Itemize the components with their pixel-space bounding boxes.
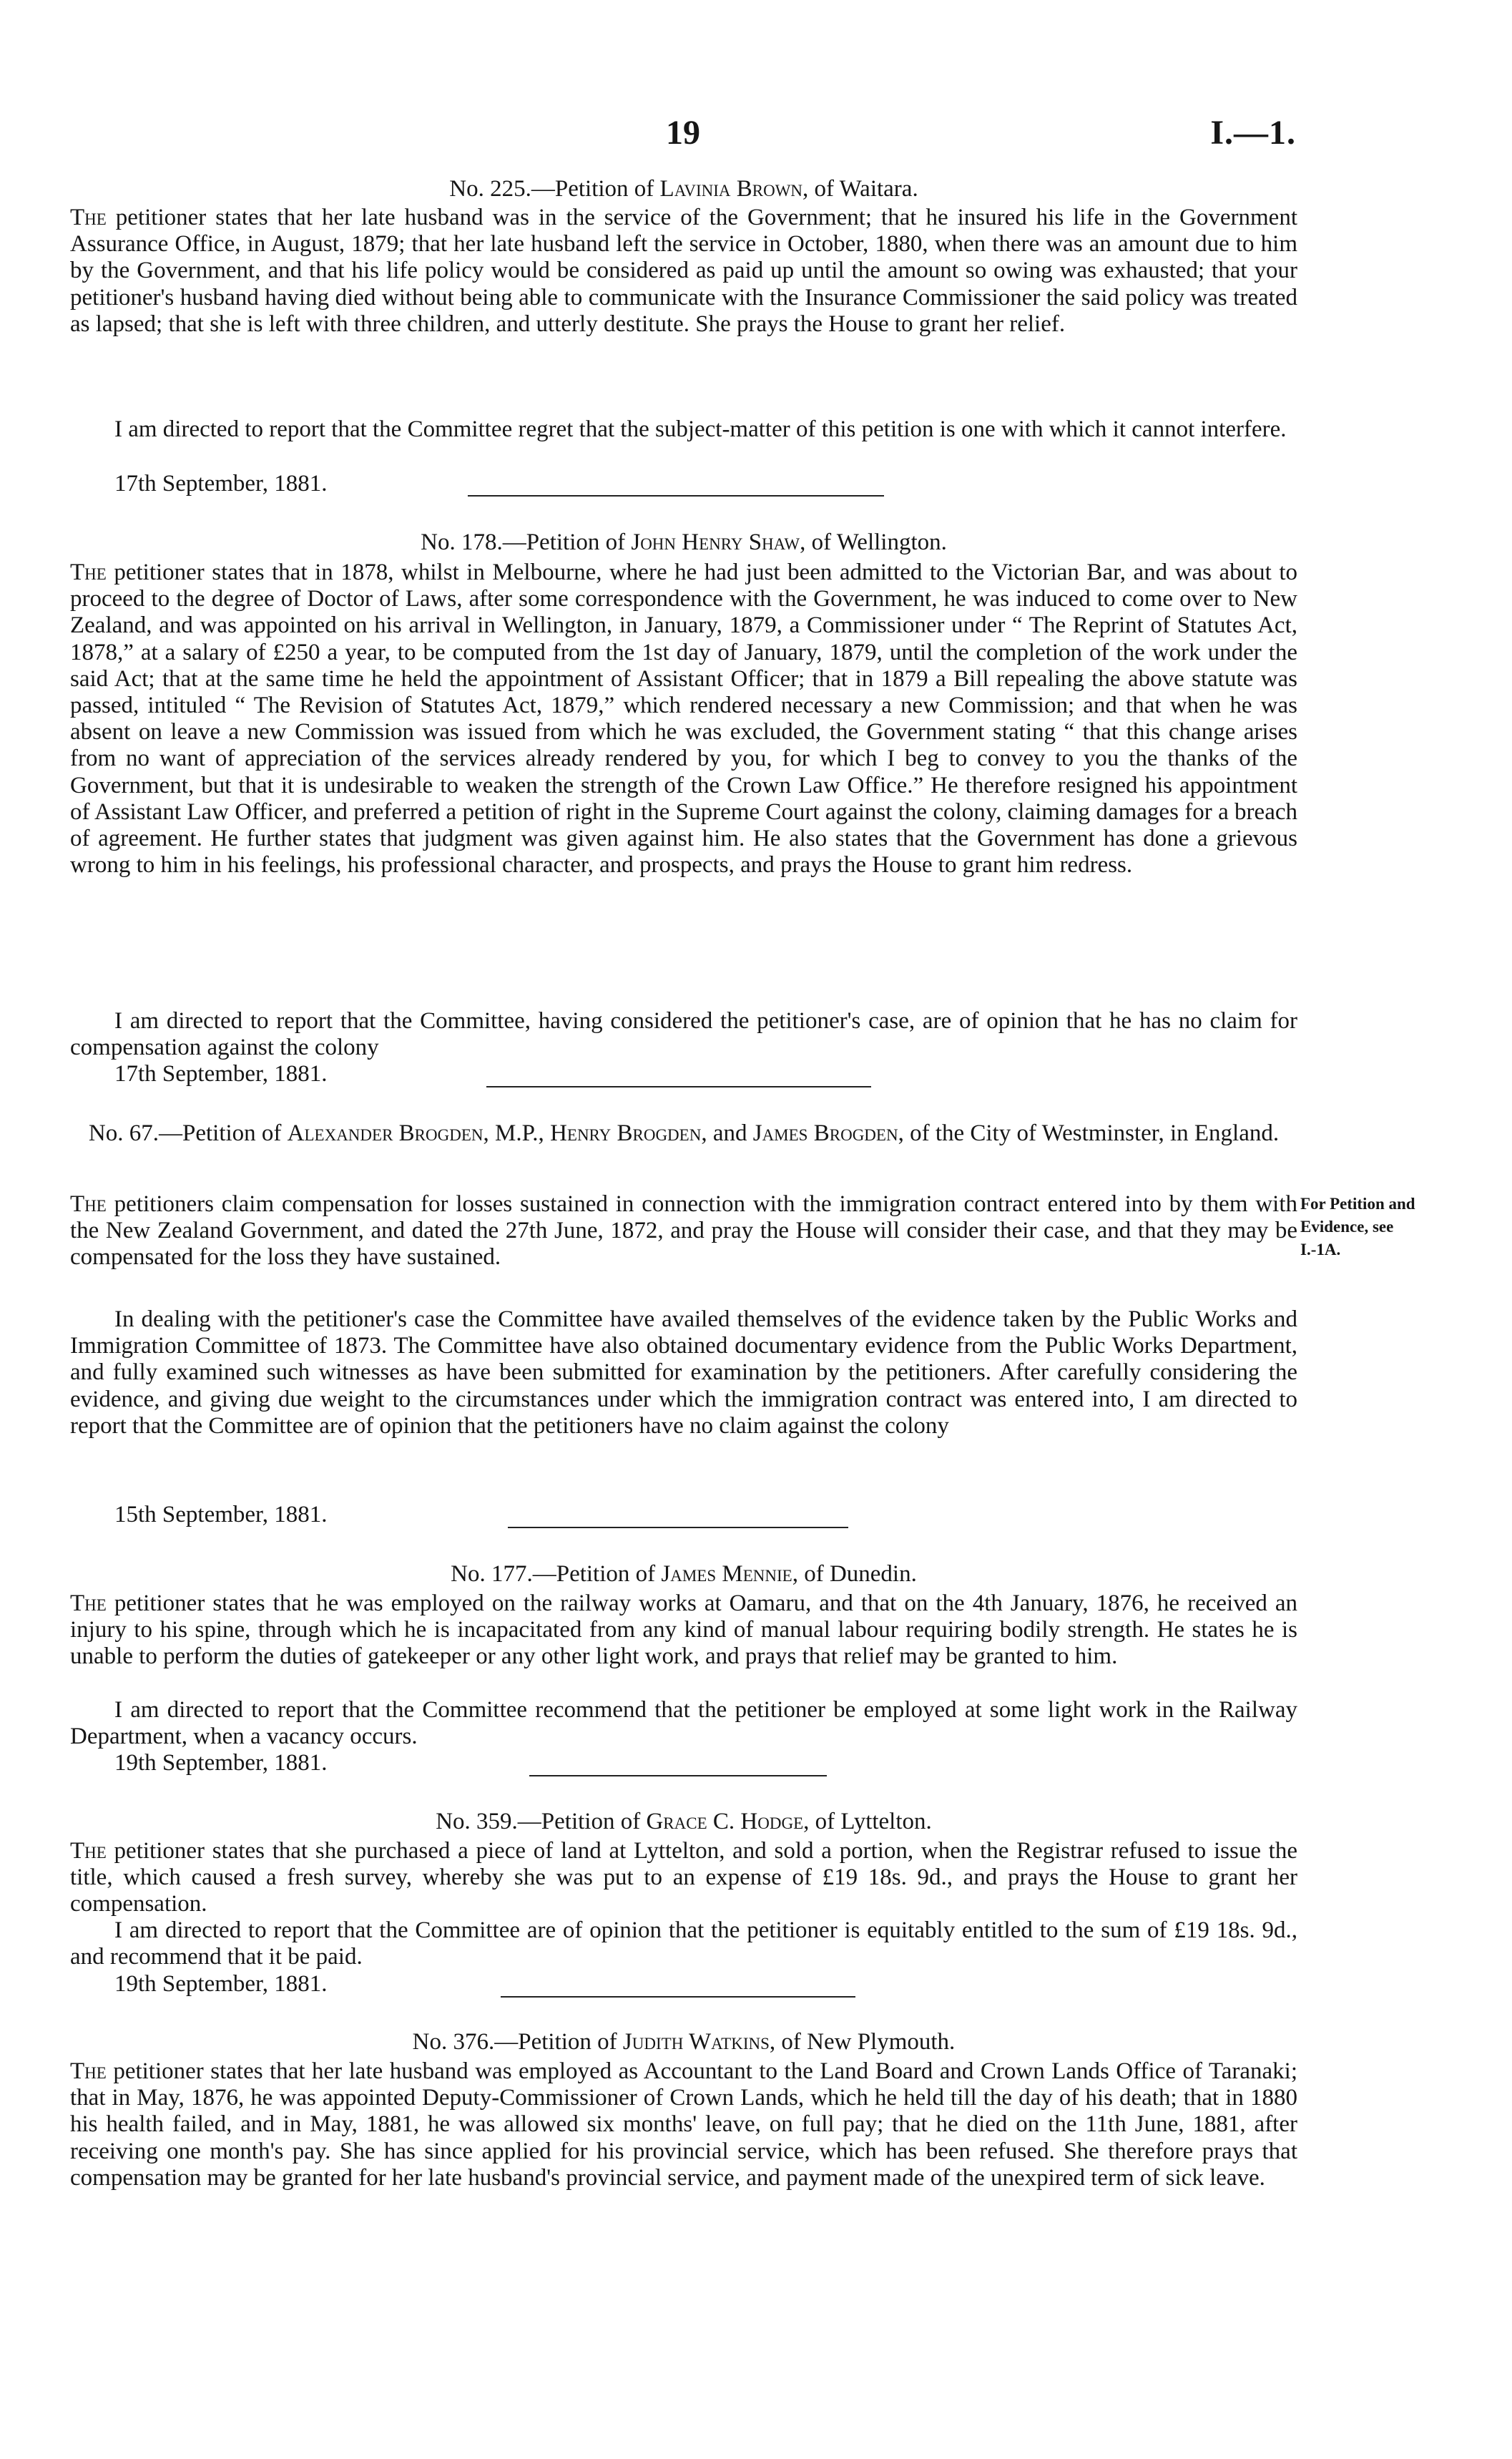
petitioner-name: Lavinia Brown (659, 176, 803, 202)
petitioner-name: Henry Brogden (550, 1120, 702, 1146)
petitioner-name: John Henry Shaw (631, 529, 800, 555)
petition-statement: The petitioner states that he was employed on the railway works at Oamaru, and that on the 4th January, 1876, he received an injury to his spine, through which he is incapacitated from any kind of manual labour requiring bodily strength. He states he is unable to perform the duties of gatekeeper or any other light work, and prays that relief may be granted to him. (70, 1590, 1298, 1670)
section-divider (508, 1527, 848, 1528)
petition-heading: No. 178.—Petition of John Henry Shaw, of Wellington. (421, 529, 947, 555)
committee-report: I am directed to report that the Committee regret that the subject-matter of this petition is one with which it cannot interfere. (114, 416, 1287, 442)
petition-heading: No. 376.—Petition of Judith Watkins, of New Plymouth. (412, 2029, 956, 2055)
petitioner-name: James Brogden (752, 1120, 898, 1146)
petition-statement: The petitioner states that in 1878, whilst in Melbourne, where he had just been admitted to the Victorian Bar, and was about to proceed to the degree of Doctor of Laws, after some correspondence with the Government, he was induced to come over to New Zealand, and was appointed on his arrival in Wellington, in January, 1879, a Commissioner under “ The Reprint of Statutes Act, 1878,” at a salary of £250 a year, to be computed from the 1st day of January, 1879, until the completion of the work under the said Act; that at the same time he held the appointment of Assistant Officer; that in 1879 a Bill repealing the above statute was passed, intituled “ The Revision of Statutes Act, 1879,” which rendered necessary a new Commission; and that when he was absent on leave a new Commission was issued from which he was excluded, the Government stating “ that this change arises from no want of appreciation of the services already rendered by you, for which I beg to convey to you the thanks of the Government, but that it is undesirable to weaken the strength of the Crown Law Office.” He therefore resigned his appointment of Assistant Law Officer, and preferred a petition of right in the Supreme Court against the colony, claiming damages for a breach of agreement. He further states that judgment was given against him. He also states that the Government has done a grievous wrong to him in his feelings, his professional character, and prospects, and prays the House to grant him redress. (70, 559, 1297, 879)
section-divider (529, 1775, 827, 1776)
petitioner-name: Alexander Brogden (287, 1120, 483, 1146)
petition-statement: The petitioners claim compensation for losses sustained in connection with the immigration contract entered into by them with the New Zealand Government, and dated the 27th June, 1872, and pray the House will consider their case, and that they may be compensated for the loss they have sustained. (70, 1191, 1297, 1271)
petition-statement: The petitioner states that her late husband was employed as Accountant to the Land Board and Crown Lands Office of Taranaki; that in May, 1876, he was appointed Deputy-Commissioner of Crown Lands, which he held till the day of his death; that in 1880 his health failed, and in May, 1881, he was allowed six months' leave, on full pay; that he died on the 11th June, 1881, after receiving one month's pay. She has since applied for his provincial service, which has been refused. She therefore prays that compensation may be granted for her late husband's provincial service, and payment made of the unexpired term of sick leave. (70, 2058, 1297, 2191)
committee-report: In dealing with the petitioner's case the Committee have availed themselves of the evidence taken by the Public Works and Immigration Committee of 1873. The Committee have also obtained documentary evidence from the Public Works Department, and fully examined such witnesses as have been submitted for examination by the petitioners. After carefully considering the evidence, and giving due weight to the circumstances under which the immigration contract was entered into, I am directed to report that the Committee are of opinion that the petitioners have no claim against the colony (70, 1306, 1297, 1439)
committee-report: I am directed to report that the Committee, having considered the petitioner's case, are of opinion that he has no claim for compensation against the colony (70, 1008, 1297, 1061)
section-divider (501, 1996, 855, 1998)
petitioner-name: Grace C. Hodge (646, 1809, 804, 1834)
report-date: 15th September, 1881. (114, 1502, 328, 1527)
petition-heading: No. 225.—Petition of Lavinia Brown, of Waitara. (449, 176, 918, 202)
committee-report: I am directed to report that the Committee recommend that the petitioner be employed at some light work in the Railway Department, when a vacancy occurs. (70, 1697, 1297, 1750)
petition-statement: The petitioner states that she purchased a piece of land at Lyttelton, and sold a portion, when the Registrar refused to issue the title, which caused a fresh survey, whereby she was put to an expense of £19 18s. 9d., and prays the House to grant her compensation. (70, 1838, 1297, 1917)
report-date: 17th September, 1881. (114, 471, 328, 497)
margin-note: For Petition and Evidence, see I.-1A. (1300, 1195, 1415, 1258)
petition-statement: The petitioner states that her late husband was in the service of the Government; that he insured his life in the Government Assurance Office, in August, 1879; that her late husband left the service in October, 1880, when there was an amount due to him by the Government, and that his life policy would be considered as paid up until the amount so owing was exhausted; that your petitioner's husband having died without being able to communicate with the Insurance Commissioner the said policy was treated as lapsed; that she is left with three children, and utterly destitute. She prays the House to grant her relief. (70, 205, 1297, 337)
section-divider (486, 1086, 871, 1087)
section-divider (468, 495, 884, 497)
report-date: 19th September, 1881. (114, 1971, 328, 1997)
petition-heading: No. 177.—Petition of James Mennie, of Dunedin. (451, 1561, 917, 1587)
petition-heading: No. 359.—Petition of Grace C. Hodge, of Lyttelton. (436, 1809, 932, 1834)
page-number: 19 (666, 114, 700, 152)
report-date: 17th September, 1881. (114, 1061, 328, 1087)
report-date: 19th September, 1881. (114, 1750, 328, 1776)
petitioner-name: James Mennie (661, 1561, 792, 1587)
petition-heading: No. 67.—Petition of Alexander Brogden, M.P., Henry Brogden, and James Brogden, of the City of Westminster, in England. (88, 1120, 1280, 1146)
document-reference: I.—1. (1210, 114, 1296, 152)
committee-report: I am directed to report that the Committee are of opinion that the petitioner is equitably entitled to the sum of £19 18s. 9d., and recommend that it be paid. (70, 1917, 1297, 1970)
petitioner-name: Judith Watkins (622, 2029, 770, 2055)
